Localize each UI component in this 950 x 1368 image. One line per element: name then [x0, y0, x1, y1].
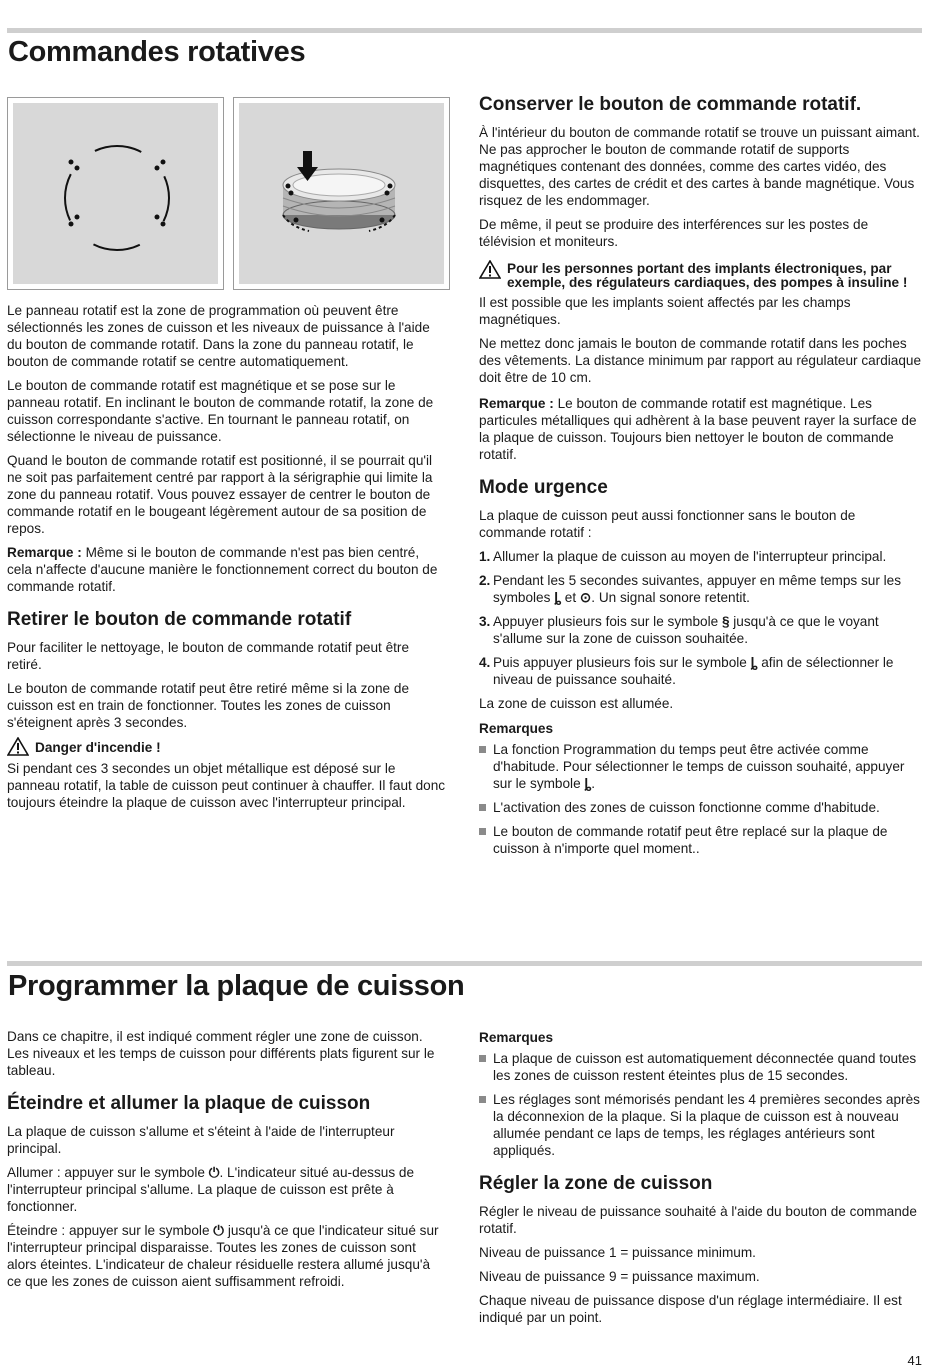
remark-item: Les réglages sont mémorisés pendant les 4 premières secondes après la déconnexion de la plaque. Si la plaque de cuisson est à nouveau allumée pendant ce laps de temps, les réglages antérieurs sont appliqués.	[479, 1091, 922, 1159]
note-paragraph	[479, 395, 922, 463]
square-bullet-icon	[479, 1096, 486, 1103]
paragraph: Le bouton de commande rotatif peut être retiré même si la zone de cuisson est en train de fonctionner. Toutes les zones de cuisson s'éteignent après 3 secondes.	[7, 681, 409, 730]
paragraph: À l'intérieur du bouton de commande rotatif se trouve un puissant aimant. Ne pas approcher le bouton de commande rotatif de supports magnétiques contenant des données, comme des cartes vidéo, des disquettes, des cartes de crédit et des cartes à bande magnétique. Vous risquez de les endommager.	[479, 125, 920, 208]
paragraph: Chaque niveau de puissance dispose d'un réglage intermédiaire. Il est indiqué par un point.	[479, 1293, 902, 1325]
step-item: 2. Pendant les 5 secondes suivantes, appuyer en même temps sur les symboles ȴ et ⊙. Un signal sonore retentit.	[479, 573, 902, 605]
remark-item: La plaque de cuisson est automatiquement déconnectée quand toutes les zones de cuisson restent éteintes plus de 15 secondes.	[479, 1050, 922, 1084]
clock-symbol-icon: ⊙	[579, 590, 592, 605]
paragraph: De même, il peut se produire des interférences sur les postes de télévision et moniteurs.	[479, 217, 869, 249]
heading-keep-knob: Conserver le bouton de commande rotatif.	[479, 94, 862, 115]
note-text: Le bouton de commande rotatif est magnétique. Les particules métalliques qui adhèrent à la base peuvent rayer la surface de la plaque de cuisson. Toujours bien nettoyer le bouton de commande rotatif.	[479, 396, 917, 462]
square-bullet-icon	[479, 804, 486, 811]
power-icon: ⏻	[213, 1223, 225, 1238]
paragraph: Si pendant ces 3 secondes un objet métallique est déposé sur le panneau rotatif, la table de cuisson peut continuer à chauffer. Il faut donc toujours éteindre la plaque de cuisson avec l'interrupteur principal.	[7, 761, 446, 810]
warning-triangle-icon	[479, 260, 501, 279]
paragraph: Ne mettez donc jamais le bouton de commande rotatif dans les poches des vêtements. La distance minimum par rapport au régulateur cardiaque doit être de 10 cm.	[479, 336, 922, 385]
section2-left-column	[7, 1028, 447, 1297]
paragraph: Éteindre : appuyer sur le symbole ⏻ jusqu'à ce que l'indicateur situé sur l'interrupteur principal disparaisse. Toutes les zones de cuisson sont alors éteintes. L'indicateur de chaleur résiduelle restera allumé jusqu'à ce que les zones de cuisson aient suffisamment refroidi.	[7, 1223, 439, 1289]
danger-label: Danger d'incendie !	[35, 740, 161, 755]
paragraph: Dans ce chapitre, il est indiqué comment régler une zone de cuisson. Les niveaux et les temps de cuisson pour différents plats figurent sur le tableau.	[7, 1029, 435, 1078]
remark-item: Le bouton de commande rotatif peut être replacé sur la plaque de cuisson à n'importe quel moment..	[479, 823, 922, 857]
heading-on-off: Éteindre et allumer la plaque de cuisson	[7, 1093, 371, 1114]
square-bullet-icon	[479, 746, 486, 753]
paragraph: La plaque de cuisson s'allume et s'éteint à l'aide de l'interrupteur principal.	[7, 1124, 395, 1156]
warning-triangle-icon	[7, 737, 29, 756]
section1-left-column	[7, 302, 447, 818]
step-item: 4. Puis appuyer plusieurs fois sur le symbole ȴ afin de sélectionner le niveau de puissance souhaité.	[479, 655, 894, 687]
section-rule-top	[7, 28, 922, 33]
section2-right-column	[479, 1025, 922, 1333]
paragraph: Régler le niveau de puissance souhaité à l'aide du bouton de commande rotatif.	[479, 1204, 917, 1236]
page-number: 41	[907, 1353, 922, 1368]
remarks-heading: Remarques	[479, 1030, 554, 1045]
heading-set-zone: Régler la zone de cuisson	[479, 1173, 713, 1194]
section-rule-middle	[7, 961, 922, 966]
remark-item: La fonction Programmation du temps peut être activée comme d'habitude. Pour sélectionner le temps de cuisson souhaité, appuyer sur le symbole ȴ.	[479, 741, 922, 792]
square-bullet-icon	[479, 828, 486, 835]
heading-emergency-mode: Mode urgence	[479, 477, 608, 498]
timer-symbol-icon: ȴ	[584, 776, 592, 791]
section-title-programmer: Programmer la plaque de cuisson	[8, 970, 465, 1002]
square-bullet-icon	[479, 1055, 486, 1062]
paragraph: Allumer : appuyer sur le symbole ⏻. L'indicateur situé au-dessus de l'interrupteur principal s'allume. La plaque de cuisson est prête à fonctionner.	[7, 1165, 415, 1214]
figure-rotary-panel	[7, 97, 224, 290]
danger-warning-heading	[7, 739, 447, 756]
timer-symbol-icon: ȴ	[750, 655, 758, 670]
implant-warning-label: Pour les personnes portant des implants électroniques, par exemple, des régulateurs cardiaques, des pompes à insuline !	[507, 261, 908, 290]
paragraph: Niveau de puissance 1 = puissance minimum.	[479, 1245, 756, 1260]
paragraph: Le panneau rotatif est la zone de programmation où peuvent être sélectionnés les zones de cuisson et les niveaux de puissance à l'aide du bouton de commande rotatif. Dans la zone du panneau rotatif, le bouton de commande rotatif se centre automatiquement.	[7, 303, 430, 369]
figure-rotary-knob	[233, 97, 450, 290]
paragraph: Niveau de puissance 9 = puissance maximum.	[479, 1269, 760, 1284]
step-item: 1. Allumer la plaque de cuisson au moyen de l'interrupteur principal.	[479, 549, 887, 564]
zone-select-symbol-icon: §	[721, 614, 730, 629]
note-label: Remarque :	[479, 396, 554, 411]
emergency-steps	[479, 548, 922, 688]
paragraph: Pour faciliter le nettoyage, le bouton de commande rotatif peut être retiré.	[7, 640, 410, 672]
paragraph: Le bouton de commande rotatif est magnétique et se pose sur le panneau rotatif. En inclinant le bouton de commande rotatif, la zone de cuisson correspondante s'active. En tournant le panneau rotatif, on sélectionne le niveau de puissance.	[7, 378, 434, 444]
paragraph: Quand le bouton de commande rotatif est positionné, il se pourrait qu'il ne soit pas parfaitement centré par rapport à la sérigraphie qui limite la zone du panneau rotatif. Vous pouvez essayer de centrer le bouton de commande rotatif en le bougeant légèrement autour de sa position de repos.	[7, 453, 433, 536]
note-text: Même si le bouton de commande n'est pas bien centré, cela n'affecte d'aucune manière le fonctionnement correct du bouton de commande rotatif.	[7, 545, 438, 594]
note-label: Remarque :	[7, 545, 82, 560]
note-paragraph	[7, 544, 447, 595]
rotary-panel-illustration	[13, 103, 218, 284]
remarks-list	[479, 1050, 922, 1159]
timer-symbol-icon: ȴ	[554, 590, 561, 605]
step-item: 3. Appuyer plusieurs fois sur le symbole § jusqu'à ce que le voyant s'allume sur la zone de cuisson souhaitée.	[479, 614, 879, 646]
implant-warning-heading	[479, 262, 922, 290]
remark-item: L'activation des zones de cuisson fonctionne comme d'habitude.	[479, 799, 922, 816]
paragraph: La zone de cuisson est allumée.	[479, 696, 674, 711]
paragraph: Il est possible que les implants soient affectés par les champs magnétiques.	[479, 295, 851, 327]
section1-right-column	[479, 90, 922, 864]
power-icon: ⏻	[208, 1165, 220, 1180]
heading-remove-knob: Retirer le bouton de commande rotatif	[7, 609, 352, 630]
remarks-list	[479, 741, 922, 857]
remarks-heading: Remarques	[479, 721, 554, 736]
section-title-commandes: Commandes rotatives	[8, 36, 306, 68]
rotary-knob-illustration	[239, 103, 444, 284]
paragraph: La plaque de cuisson peut aussi fonctionner sans le bouton de commande rotatif :	[479, 508, 856, 540]
